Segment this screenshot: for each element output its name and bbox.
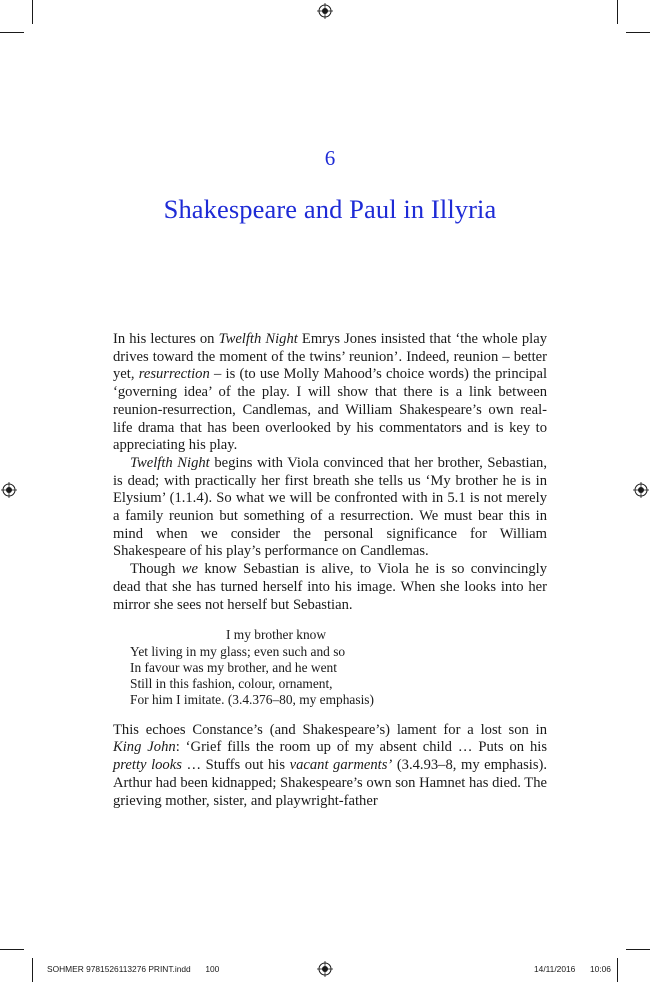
verse-line: I my brother know xyxy=(226,627,327,643)
registration-mark-icon xyxy=(1,482,17,498)
crop-mark-top-left xyxy=(32,0,33,24)
italic-run: Twelfth Night xyxy=(218,331,298,347)
verse-line: Still in this fashion, colour, ornament, xyxy=(130,676,333,692)
text-run: … Stuffs out his xyxy=(181,757,290,774)
verse-quotation xyxy=(130,627,547,708)
text-run: This echoes Constance’s (and Shakespeare’s) lament for a lost son in xyxy=(113,721,547,738)
text-run: know Sebastian is alive, to Viola he is so convincingly dead that she has turned herself into his image. When she looks into her mirror she sees not herself but Sebastian. xyxy=(113,561,547,613)
chapter-body xyxy=(113,331,547,810)
crop-mark-bottom-right-h xyxy=(626,949,650,950)
text-run: Emrys Jones insisted that ‘the whole play drives toward the moment of the twins’ reunion’. Indeed, reunion – better yet, xyxy=(113,331,547,383)
verse-line: For him I imitate. (3.4.376–80, my emphasis) xyxy=(130,692,374,708)
text-run: Though xyxy=(130,561,182,578)
body-paragraph xyxy=(113,561,547,614)
print-slug-file xyxy=(47,964,219,974)
chapter-title: Shakespeare and Paul in Illyria xyxy=(163,194,497,224)
body-paragraph xyxy=(113,331,547,455)
crop-mark-bottom-left xyxy=(32,958,33,982)
registration-mark-icon xyxy=(633,482,649,498)
chapter-number: 6 xyxy=(324,146,336,170)
slug-filename: SOHMER 9781526113276 PRINT.indd xyxy=(47,964,191,974)
registration-mark-icon xyxy=(317,961,333,977)
body-paragraphs xyxy=(113,331,547,614)
print-slug-timestamp xyxy=(534,964,611,974)
crop-mark-bottom-left-h xyxy=(0,949,24,950)
body-paragraph xyxy=(113,455,547,561)
italic-run: vacant garments’ xyxy=(289,757,393,774)
registration-mark-icon xyxy=(317,3,333,19)
italic-run: pretty looks xyxy=(113,757,182,774)
text-run: begins with Viola convinced that her brother, Sebastian, is dead; with practically her first breath she tells us ‘My brother he is in Elysium’ (1.1.4). So what we will be confronted with in 5.1 is not merely a family reunion but something of a resurrection. We must bear this in mind when we consider the personal significance for William Shakespeare of his play’s performance on Candlemas. xyxy=(113,454,547,560)
slug-date: 14/11/2016 xyxy=(534,964,576,974)
verse-line: In favour was my brother, and he went xyxy=(130,659,337,675)
text-run: (3.4.93–8, my emphasis). Arthur had been kidnapped; Shakespeare’s own son Hamnet has died. The grieving mother, sister, and playwright-father xyxy=(113,757,548,809)
body-paragraph xyxy=(113,722,547,811)
italic-run: we xyxy=(181,561,198,578)
paragraph-after-quote xyxy=(113,722,547,811)
verse-line: Yet living in my glass; even such and so xyxy=(130,643,346,659)
slug-time: 10:06 xyxy=(589,964,611,974)
italic-run: King John xyxy=(113,739,176,756)
text-run: : ‘Grief fills the room up of my absent child … Puts on his xyxy=(175,739,547,756)
crop-mark-top-right-h xyxy=(626,32,650,33)
crop-mark-bottom-right xyxy=(617,958,618,982)
text-run: – is (to use Molly Mahood’s choice words) the principal ‘governing idea’ of the play. I will show that there is a link between reunion-resurrection, Candlemas, and William Shakespeare’s own real-life drama that has been overlooked by his commentators and is key to appreciating his play. xyxy=(113,366,547,454)
slug-page-number: 100 xyxy=(205,964,220,974)
italic-run: Twelfth Night xyxy=(130,454,210,471)
crop-mark-top-right xyxy=(617,0,618,24)
crop-mark-top-left-h xyxy=(0,32,24,33)
text-run: In his lectures on xyxy=(113,331,219,347)
italic-run: resurrection xyxy=(138,366,210,383)
